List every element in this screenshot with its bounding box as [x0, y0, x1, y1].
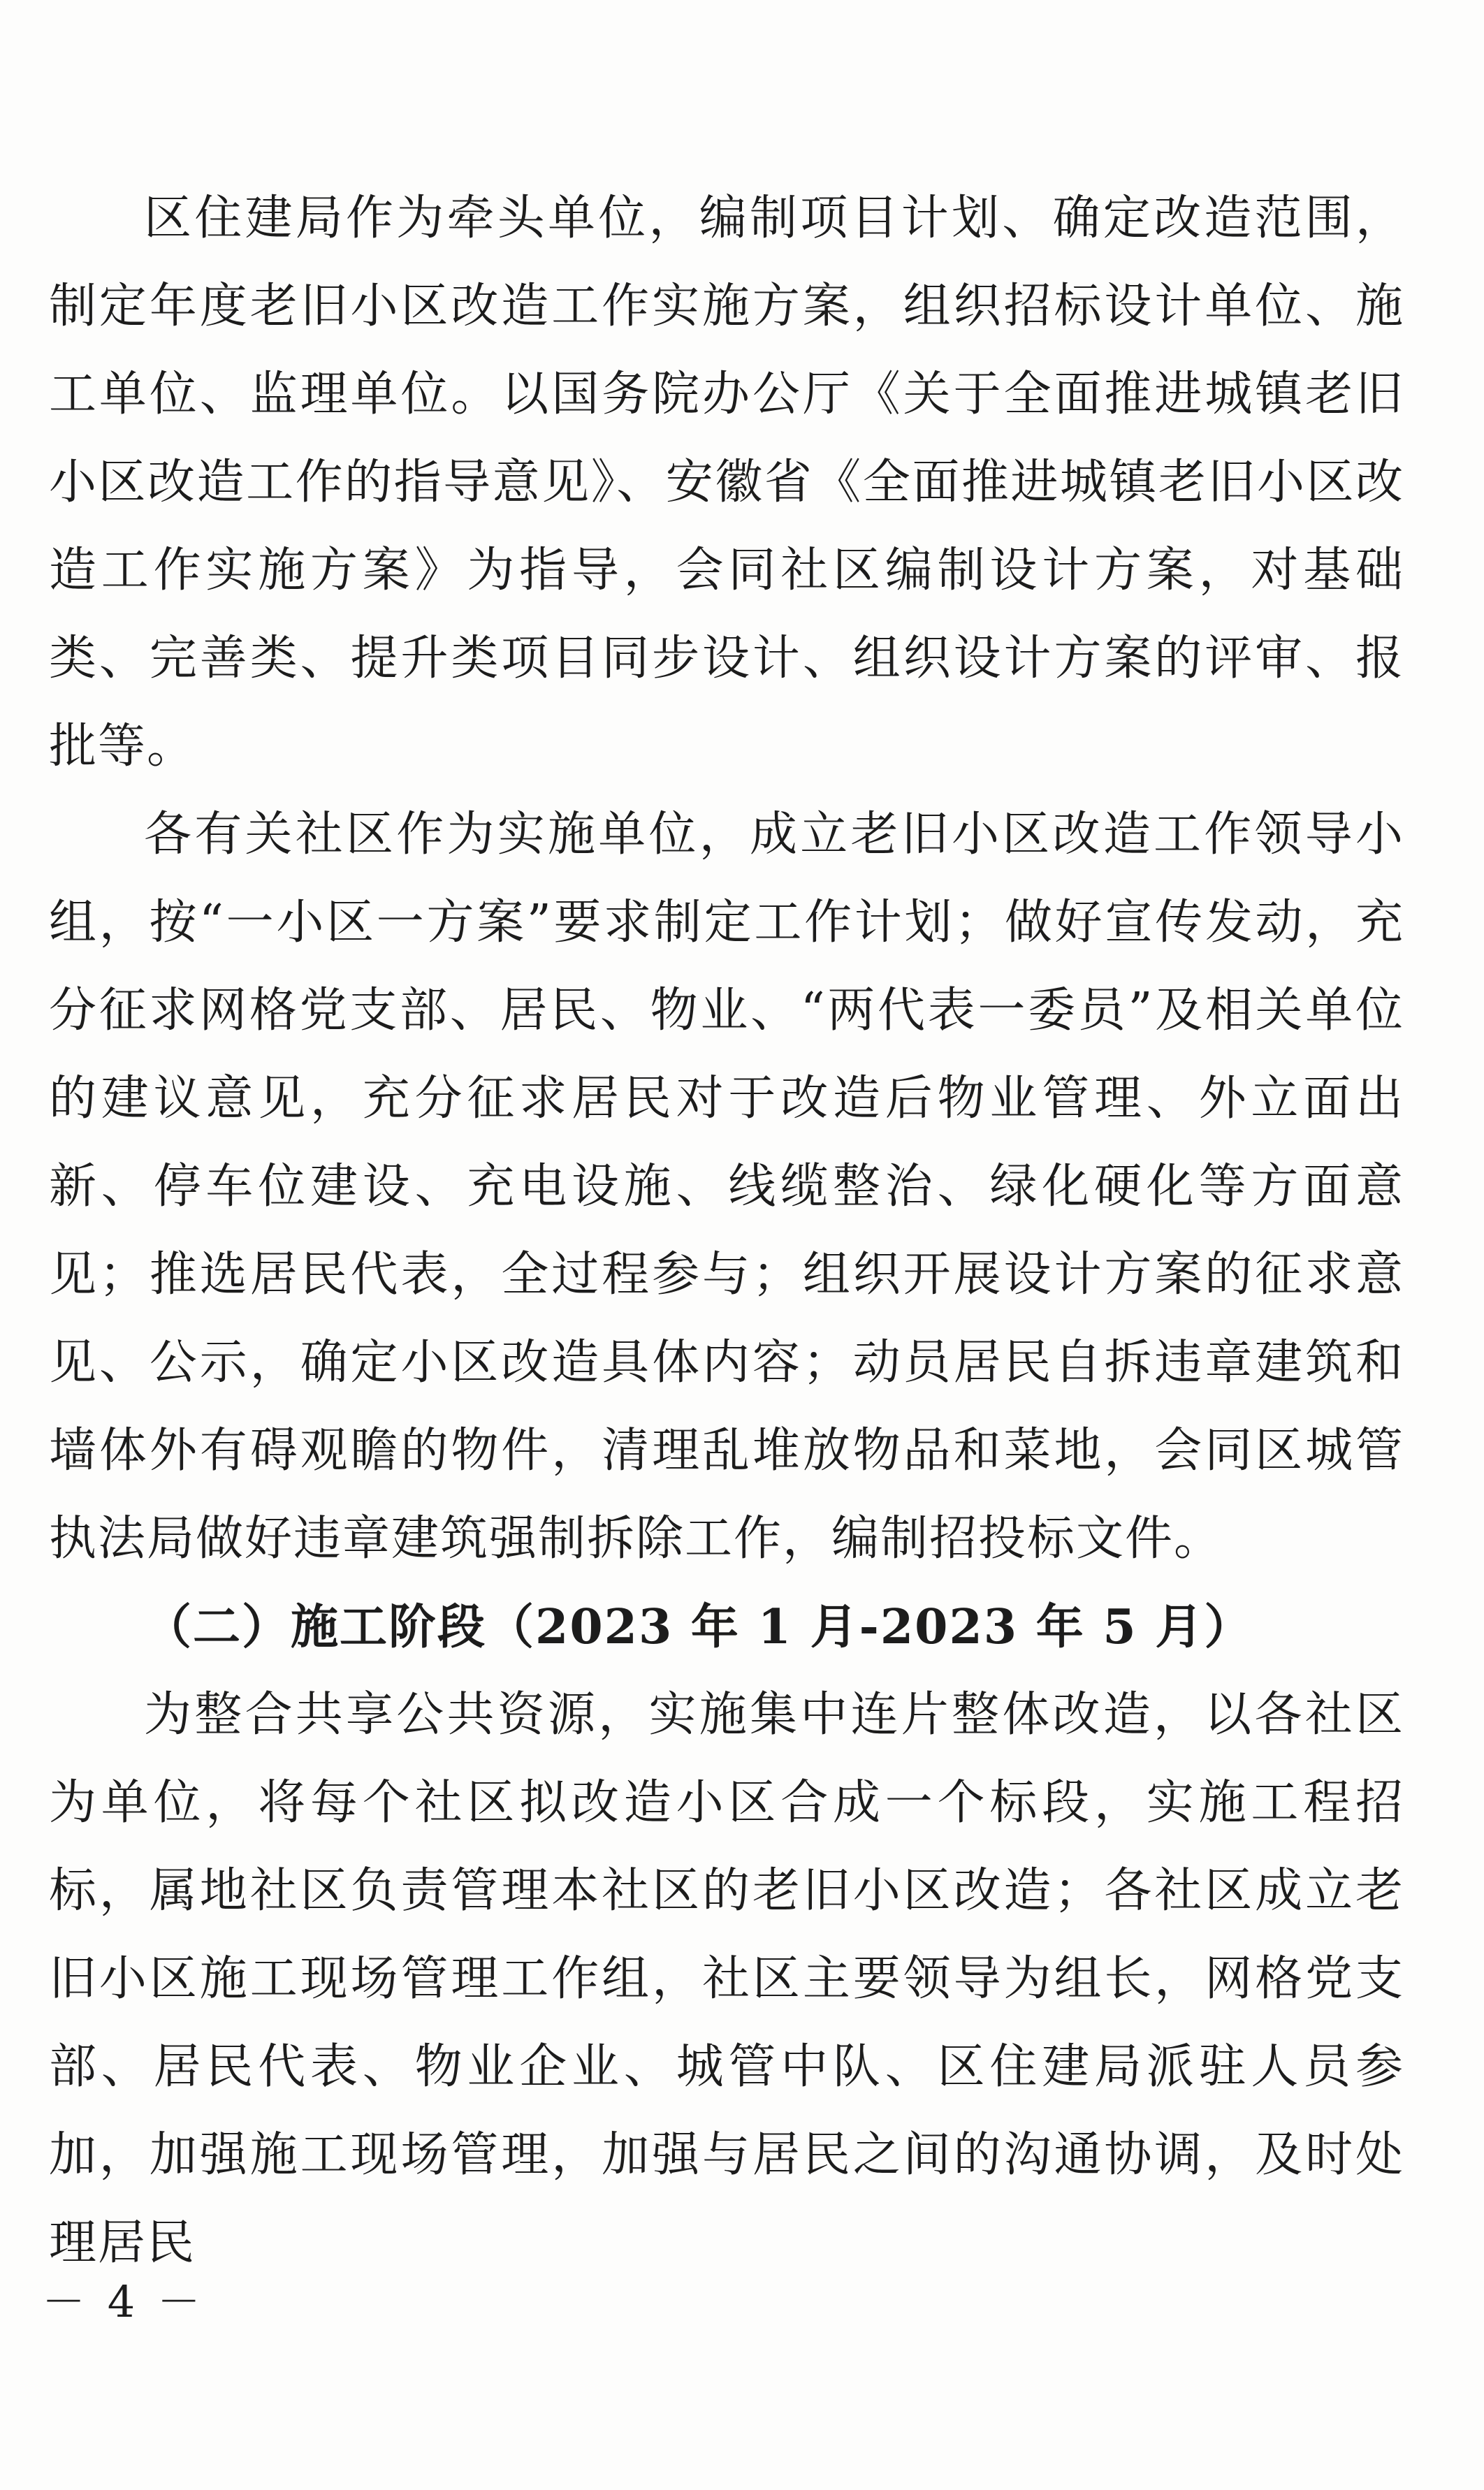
paragraph-lead-unit: 区住建局作为牵头单位，编制项目计划、确定改造范围，制定年度老旧小区改造工作实施方案，组织招标设计单位、施工单位、监理单位。以国务院办公厅《关于全面推进城镇老旧小区改造工作的指导意见》、安徽省《全面推进城镇老旧小区改造工作实施方案》为指导，会同社区编制设计方案，对基础类、完善类、提升类项目同步设计、组织设计方案的评审、报批等。 [49, 191, 1404, 774]
document-body [49, 175, 1404, 2287]
paragraph-implementing-unit: 各有关社区作为实施单位，成立老旧小区改造工作领导小组，按“一小区一方案”要求制定工作计划；做好宣传发动，充分征求网格党支部、居民、物业、“两代表一委员”及相关单位的建议意见，充分征求居民对于改造后物业管理、外立面出新、停车位建设、充电设施、线缆整治、绿化硬化等方面意见；推选居民代表，全过程参与；组织开展设计方案的征求意见、公示，确定小区改造具体内容；动员居民自拆违章建筑和墙体外有碍观瞻的物件，清理乱堆放物品和菜地，会同区城管执法局做好违章建筑强制拆除工作，编制招投标文件。 [49, 807, 1404, 1566]
page-number: － 4 － [42, 2276, 205, 2327]
section-heading-construction-phase: （二）施工阶段（2023 年 1 月-2023 年 5 月） [144, 1599, 1253, 1655]
paragraph-construction: 为整合共享公共资源，实施集中连片整体改造，以各社区为单位，将每个社区拟改造小区合成一个标段，实施工程招标，属地社区负责管理本社区的老旧小区改造；各社区成立老旧小区施工现场管理工作组，社区主要领导为组长，网格党支部、居民代表、物业企业、城管中队、区住建局派驻人员参加，加强施工现场管理，加强与居民之间的沟通协调，及时处理居民 [49, 1687, 1404, 2271]
